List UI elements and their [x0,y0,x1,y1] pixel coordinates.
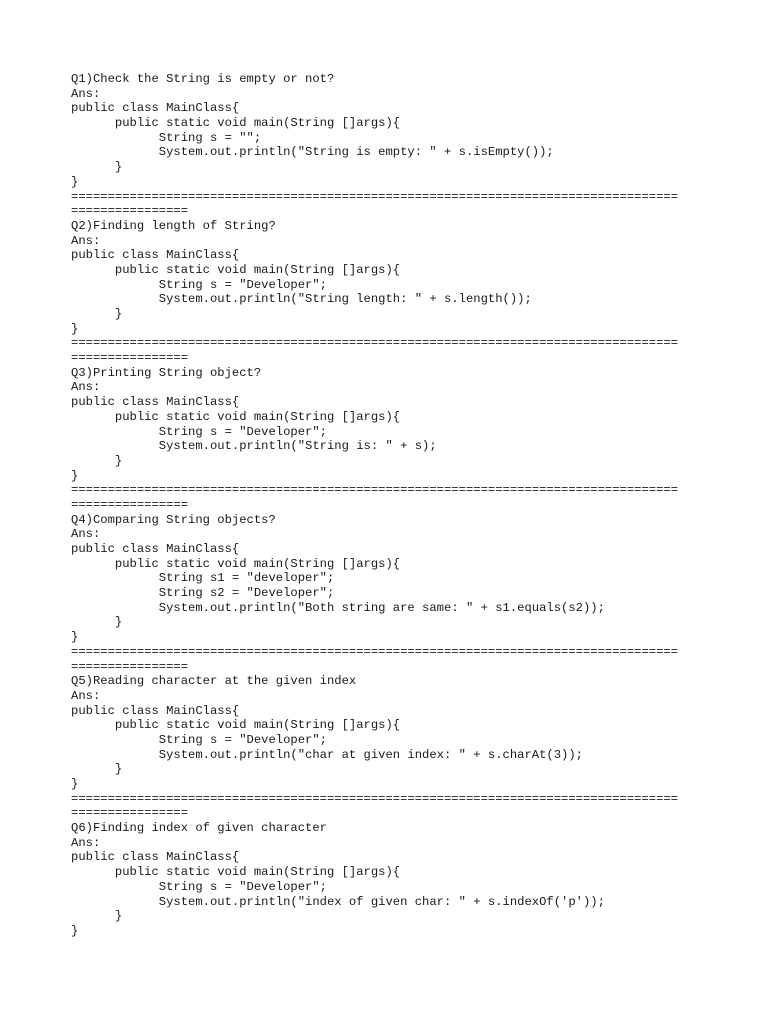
code-line: System.out.println("Both string are same: " + s1.equals(s2)); [71,600,605,615]
question-section [71,821,711,939]
separator-line: ================ [71,351,189,366]
code-line: } [71,615,123,630]
code-line: public static void main(String []args){ [71,865,401,880]
code-line: String s = "Developer"; [71,424,327,439]
separator-line: =================================================================================== [71,791,679,806]
code-line: public static void main(String []args){ [71,116,401,131]
code-line: System.out.println("index of given char: " + s.indexOf('p')); [71,894,605,909]
question-heading: Q4)Comparing String objects? [71,512,276,527]
separator-line: ================ [71,497,189,512]
code-line: } [71,468,79,483]
code-line: System.out.println("String is: " + s); [71,439,437,454]
answer-label: Ans: [71,233,101,248]
question-section [71,219,711,337]
question-heading: Q3)Printing String object? [71,365,262,380]
code-line: } [71,923,79,938]
question-section [71,674,711,792]
code-line: } [71,453,123,468]
code-line: } [71,909,123,924]
separator-line: ================ [71,204,189,219]
code-line: String s = ""; [71,130,262,145]
document-body [71,72,711,939]
code-line: System.out.println("String is empty: " + s.isEmpty()); [71,145,554,160]
code-line: public static void main(String []args){ [71,556,401,571]
code-line: } [71,777,79,791]
code-line: public static void main(String []args){ [71,409,401,424]
separator-line: =================================================================================== [71,483,679,498]
code-line: public static void main(String []args){ [71,718,401,733]
separator-line: =================================================================================== [71,189,679,204]
answer-label: Ans: [71,380,101,395]
code-line: } [71,160,123,175]
question-section [71,366,711,484]
question-heading: Q1)Check the String is empty or not? [71,72,335,86]
separator-line: =================================================================================== [71,336,679,351]
code-line: String s = "Developer"; [71,732,327,747]
code-line: public class MainClass{ [71,101,240,116]
separator-line: =================================================================================== [71,644,679,659]
code-line: public class MainClass{ [71,703,240,718]
code-line: public class MainClass{ [71,850,240,865]
code-line: } [71,174,79,189]
answer-label: Ans: [71,527,101,542]
code-line: public class MainClass{ [71,395,240,410]
code-line: } [71,321,79,336]
code-line: System.out.println("String length: " + s.length()); [71,292,532,307]
code-line: } [71,762,123,777]
code-line: } [71,307,123,321]
code-line: public class MainClass{ [71,542,240,556]
question-section [71,72,711,190]
code-line: String s2 = "Developer"; [71,586,335,601]
code-line: String s = "Developer"; [71,879,327,894]
question-heading: Q5)Reading character at the given index [71,674,357,689]
answer-label: Ans: [71,688,101,703]
code-line: public static void main(String []args){ [71,262,401,277]
separator-line: ================ [71,659,189,674]
code-line: String s1 = "developer"; [71,571,335,586]
question-section [71,513,711,645]
code-line: public class MainClass{ [71,248,240,263]
answer-label: Ans: [71,835,101,850]
question-heading: Q6)Finding index of given character [71,821,327,836]
answer-label: Ans: [71,86,101,101]
separator-line: ================ [71,806,189,821]
question-heading: Q2)Finding length of String? [71,218,276,233]
code-line: String s = "Developer"; [71,277,327,292]
code-line: } [71,630,79,645]
code-line: System.out.println("char at given index: " + s.charAt(3)); [71,747,583,762]
